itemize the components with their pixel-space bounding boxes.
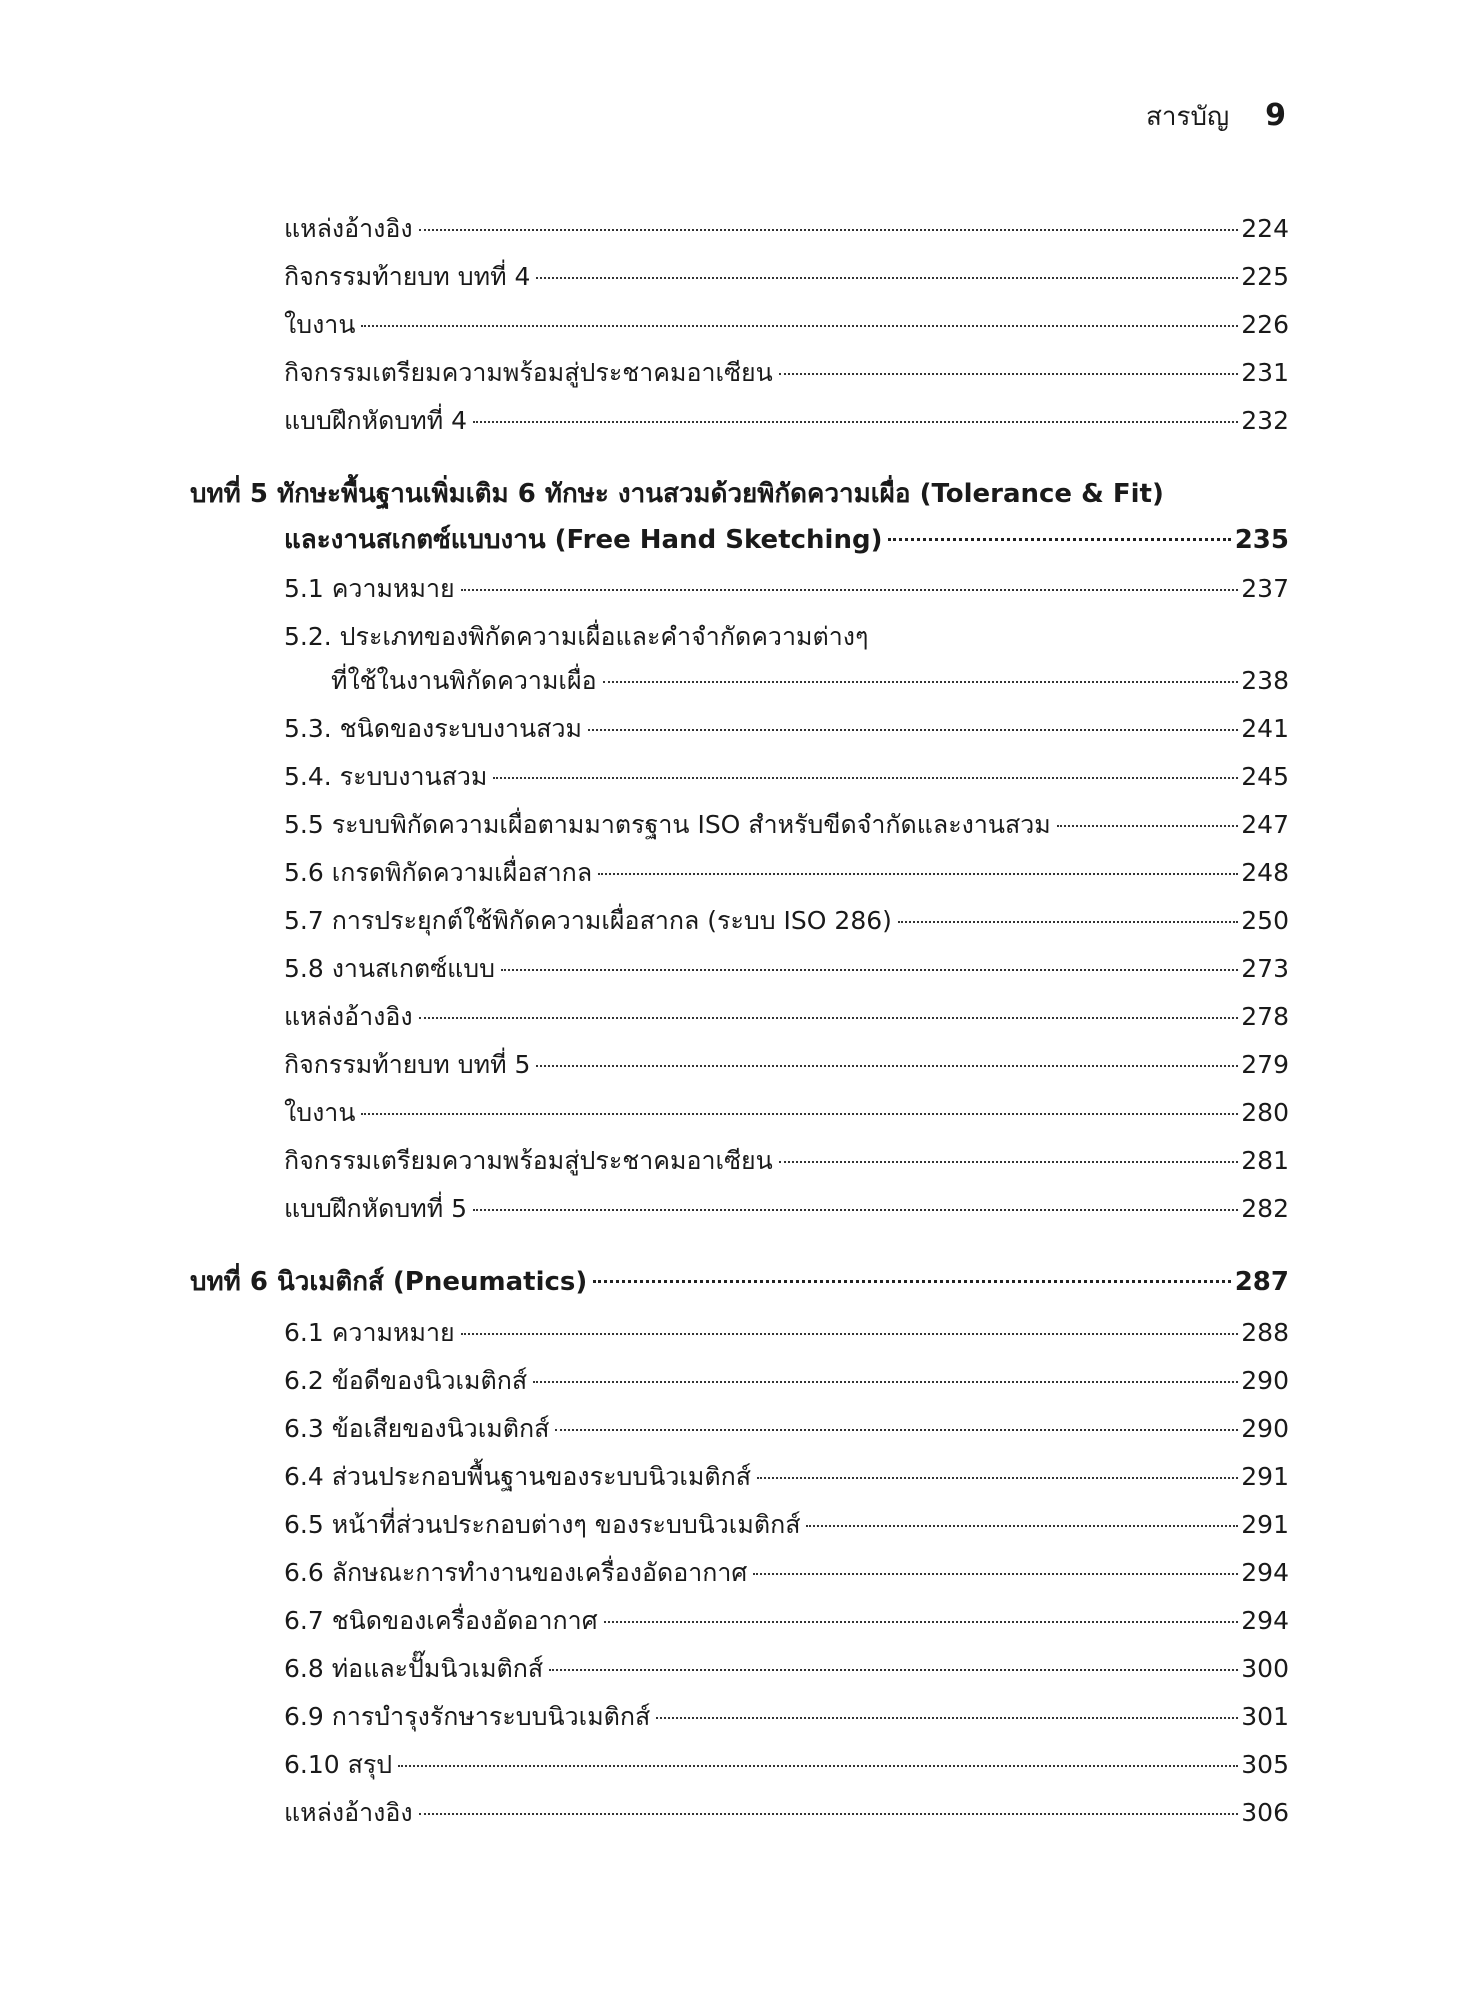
dot-leader xyxy=(533,1381,1238,1383)
chapter-5-page: 235 xyxy=(1234,525,1289,555)
dot-leader xyxy=(555,1429,1238,1431)
toc-entry[interactable] xyxy=(331,664,1289,698)
toc-entry[interactable] xyxy=(284,856,1289,890)
toc-entry-label: 6.8 ท่อและปั๊มนิวเมติกส์ xyxy=(284,1654,544,1683)
toc-entry-page: 226 xyxy=(1241,310,1289,339)
toc-entry-page: 237 xyxy=(1241,574,1289,603)
dot-leader xyxy=(603,681,1239,683)
toc-entry[interactable] xyxy=(284,260,1289,294)
toc-entry-label: 5.6 เกรดพิกัดความเผื่อสากล xyxy=(284,858,593,887)
toc-entry[interactable] xyxy=(284,1748,1289,1782)
toc-entry-page: 288 xyxy=(1241,1318,1289,1347)
dot-leader xyxy=(493,777,1238,779)
dot-leader xyxy=(536,1065,1238,1067)
dot-leader xyxy=(501,969,1238,971)
dot-leader xyxy=(779,373,1239,375)
toc-entry-label: 6.7 ชนิดของเครื่องอัดอากาศ xyxy=(284,1606,598,1635)
toc-entry[interactable] xyxy=(284,1652,1289,1686)
dot-leader xyxy=(473,421,1238,423)
toc-entry-label: 6.6 ลักษณะการทำงานของเครื่องอัดอากาศ xyxy=(284,1558,748,1587)
dot-leader xyxy=(361,1113,1238,1115)
dot-leader xyxy=(473,1209,1238,1211)
dot-leader xyxy=(419,1017,1239,1019)
toc-entry-label: 5.8 งานสเกตซ์แบบ xyxy=(284,954,496,983)
toc-entry-page: 280 xyxy=(1241,1098,1289,1127)
dot-leader xyxy=(656,1717,1238,1719)
toc-entry[interactable] xyxy=(284,1192,1289,1226)
chapter-5-subtitle: และงานสเกตซ์แบบงาน (Free Hand Sketching) xyxy=(284,525,883,555)
toc-entry-label: กิจกรรมท้ายบท บทที่ 4 xyxy=(284,262,531,291)
toc-entry-page: 294 xyxy=(1241,1606,1289,1635)
dot-leader xyxy=(536,277,1238,279)
toc-entry[interactable] xyxy=(284,1412,1289,1446)
toc-entry-label: แหล่งอ้างอิง xyxy=(284,1002,413,1031)
toc-entry-page: 300 xyxy=(1241,1654,1289,1683)
toc-entry-label: 6.9 การบำรุงรักษาระบบนิวเมติกส์ xyxy=(284,1702,651,1731)
toc-entry-label: 5.4. ระบบงานสวม xyxy=(284,762,488,791)
toc-entry-page: 231 xyxy=(1241,358,1289,387)
toc-entry[interactable] xyxy=(284,904,1289,938)
chapter-5-title-continued[interactable] xyxy=(284,522,1289,558)
toc-entry[interactable] xyxy=(284,1508,1289,1542)
toc-entry-page: 279 xyxy=(1241,1050,1289,1079)
dot-leader xyxy=(604,1621,1239,1623)
toc-entry-label: ที่ใช้ในงานพิกัดความเผื่อ xyxy=(331,666,597,695)
toc-entry-label: 6.4 ส่วนประกอบพื้นฐานของระบบนิวเมติกส์ xyxy=(284,1462,752,1491)
toc-entry-page: 248 xyxy=(1241,858,1289,887)
toc-entry[interactable] xyxy=(284,808,1289,842)
toc-entry-page: 294 xyxy=(1241,1558,1289,1587)
toc-entry-label: 5.1 ความหมาย xyxy=(284,574,455,603)
toc-entry-page: 282 xyxy=(1241,1194,1289,1223)
page-header xyxy=(1146,96,1286,137)
toc-entry[interactable] xyxy=(284,712,1289,746)
toc-entry-page: 224 xyxy=(1241,214,1289,243)
header-label: สารบัญ xyxy=(1146,102,1230,132)
chapter-6-page: 287 xyxy=(1234,1267,1289,1297)
chapter-5-title[interactable]: บทที่ 5 ทักษะพื้นฐานเพิ่มเติม 6 ทักษะ งานสวมด้วยพิกัดความเผื่อ (Tolerance & Fit) xyxy=(190,479,1164,509)
dot-leader xyxy=(753,1573,1238,1575)
toc-entry-page: 290 xyxy=(1241,1414,1289,1443)
chapter-6-title-row[interactable] xyxy=(190,1264,1289,1300)
dot-leader xyxy=(806,1525,1238,1527)
dot-leader xyxy=(898,921,1238,923)
toc-entry-label: แหล่งอ้างอิง xyxy=(284,214,413,243)
toc-entry-page: 247 xyxy=(1241,810,1289,839)
toc-entry[interactable] xyxy=(284,952,1289,986)
dot-leader xyxy=(1057,825,1239,827)
toc-entry[interactable] xyxy=(284,356,1289,390)
toc-entry[interactable] xyxy=(284,1364,1289,1398)
toc-entry-label: แบบฝึกหัดบทที่ 5 xyxy=(284,1194,468,1223)
toc-entry-label: กิจกรรมท้ายบท บทที่ 5 xyxy=(284,1050,531,1079)
toc-entry-label: 5.3. ชนิดของระบบงานสวม xyxy=(284,714,582,743)
toc-entry[interactable] xyxy=(284,572,1289,606)
toc-entry[interactable] xyxy=(284,404,1289,438)
toc-entry[interactable] xyxy=(284,308,1289,342)
dot-leader xyxy=(361,325,1238,327)
toc-entry[interactable] xyxy=(284,1556,1289,1590)
toc-entry-label: 6.10 สรุป xyxy=(284,1750,393,1779)
page-number: 9 xyxy=(1265,98,1286,133)
toc-entry-label: 5.7 การประยุกต์ใช้พิกัดความเผื่อสากล (ระบบ ISO 286) xyxy=(284,906,892,935)
toc-entry[interactable] xyxy=(284,1604,1289,1638)
toc-entry[interactable] xyxy=(284,1796,1289,1830)
dot-leader xyxy=(461,1333,1239,1335)
dot-leader xyxy=(757,1477,1238,1479)
toc-entry-page: 250 xyxy=(1241,906,1289,935)
dot-leader xyxy=(461,589,1239,591)
toc-entry-page: 273 xyxy=(1241,954,1289,983)
dot-leader xyxy=(549,1669,1238,1671)
toc-entry-page: 241 xyxy=(1241,714,1289,743)
toc-entry-label: 5.2. ประเภทของพิกัดความเผื่อและคำจำกัดความต่างๆ xyxy=(284,622,869,651)
toc-entry[interactable] xyxy=(284,1316,1289,1350)
chapter-6-title: บทที่ 6 นิวเมติกส์ (Pneumatics) xyxy=(190,1267,588,1297)
toc-entry-label: 6.2 ข้อดีของนิวเมติกส์ xyxy=(284,1366,528,1395)
toc-entry-page: 278 xyxy=(1241,1002,1289,1031)
toc-entry-label: แบบฝึกหัดบทที่ 4 xyxy=(284,406,468,435)
toc-entry-label: ใบงาน xyxy=(284,1098,356,1127)
toc-entry-page: 238 xyxy=(1241,666,1289,695)
toc-entry-page: 305 xyxy=(1241,1750,1289,1779)
toc-entry[interactable] xyxy=(284,1048,1289,1082)
dot-leader xyxy=(598,873,1238,875)
toc-entry[interactable] xyxy=(284,1460,1289,1494)
toc-entry-page: 281 xyxy=(1241,1146,1289,1175)
toc-entry-page: 291 xyxy=(1241,1462,1289,1491)
toc-entry-label: แหล่งอ้างอิง xyxy=(284,1798,413,1827)
dot-leader xyxy=(888,538,1230,541)
toc-entry-label: 6.3 ข้อเสียของนิวเมติกส์ xyxy=(284,1414,550,1443)
toc-entry-label: 6.1 ความหมาย xyxy=(284,1318,455,1347)
toc-entry-label: 5.5 ระบบพิกัดความเผื่อตามมาตรฐาน ISO สำหรับขีดจำกัดและงานสวม xyxy=(284,810,1051,839)
dot-leader xyxy=(419,229,1239,231)
toc-entry-label: 6.5 หน้าที่ส่วนประกอบต่างๆ ของระบบนิวเมติกส์ xyxy=(284,1510,801,1539)
dot-leader xyxy=(419,1813,1239,1815)
toc-entry[interactable] xyxy=(284,1096,1289,1130)
dot-leader xyxy=(779,1161,1239,1163)
toc-entry-page: 301 xyxy=(1241,1702,1289,1731)
dot-leader xyxy=(398,1765,1238,1767)
toc-entry[interactable] xyxy=(284,212,1289,246)
toc-entry[interactable] xyxy=(284,1000,1289,1034)
toc-entry-label: กิจกรรมเตรียมความพร้อมสู่ประชาคมอาเซียน xyxy=(284,358,773,387)
toc-entry-label: ใบงาน xyxy=(284,310,356,339)
toc-entry-page: 225 xyxy=(1241,262,1289,291)
toc-entry-page: 245 xyxy=(1241,762,1289,791)
toc-entry[interactable] xyxy=(284,620,1289,654)
toc-entry-page: 290 xyxy=(1241,1366,1289,1395)
toc-entry[interactable] xyxy=(284,1144,1289,1178)
dot-leader xyxy=(593,1280,1230,1283)
toc-entry[interactable] xyxy=(284,760,1289,794)
toc-entry-page: 232 xyxy=(1241,406,1289,435)
toc-entry[interactable] xyxy=(284,1700,1289,1734)
dot-leader xyxy=(588,729,1238,731)
toc-entry-label: กิจกรรมเตรียมความพร้อมสู่ประชาคมอาเซียน xyxy=(284,1146,773,1175)
toc-entry-page: 291 xyxy=(1241,1510,1289,1539)
toc-entry-page: 306 xyxy=(1241,1798,1289,1827)
